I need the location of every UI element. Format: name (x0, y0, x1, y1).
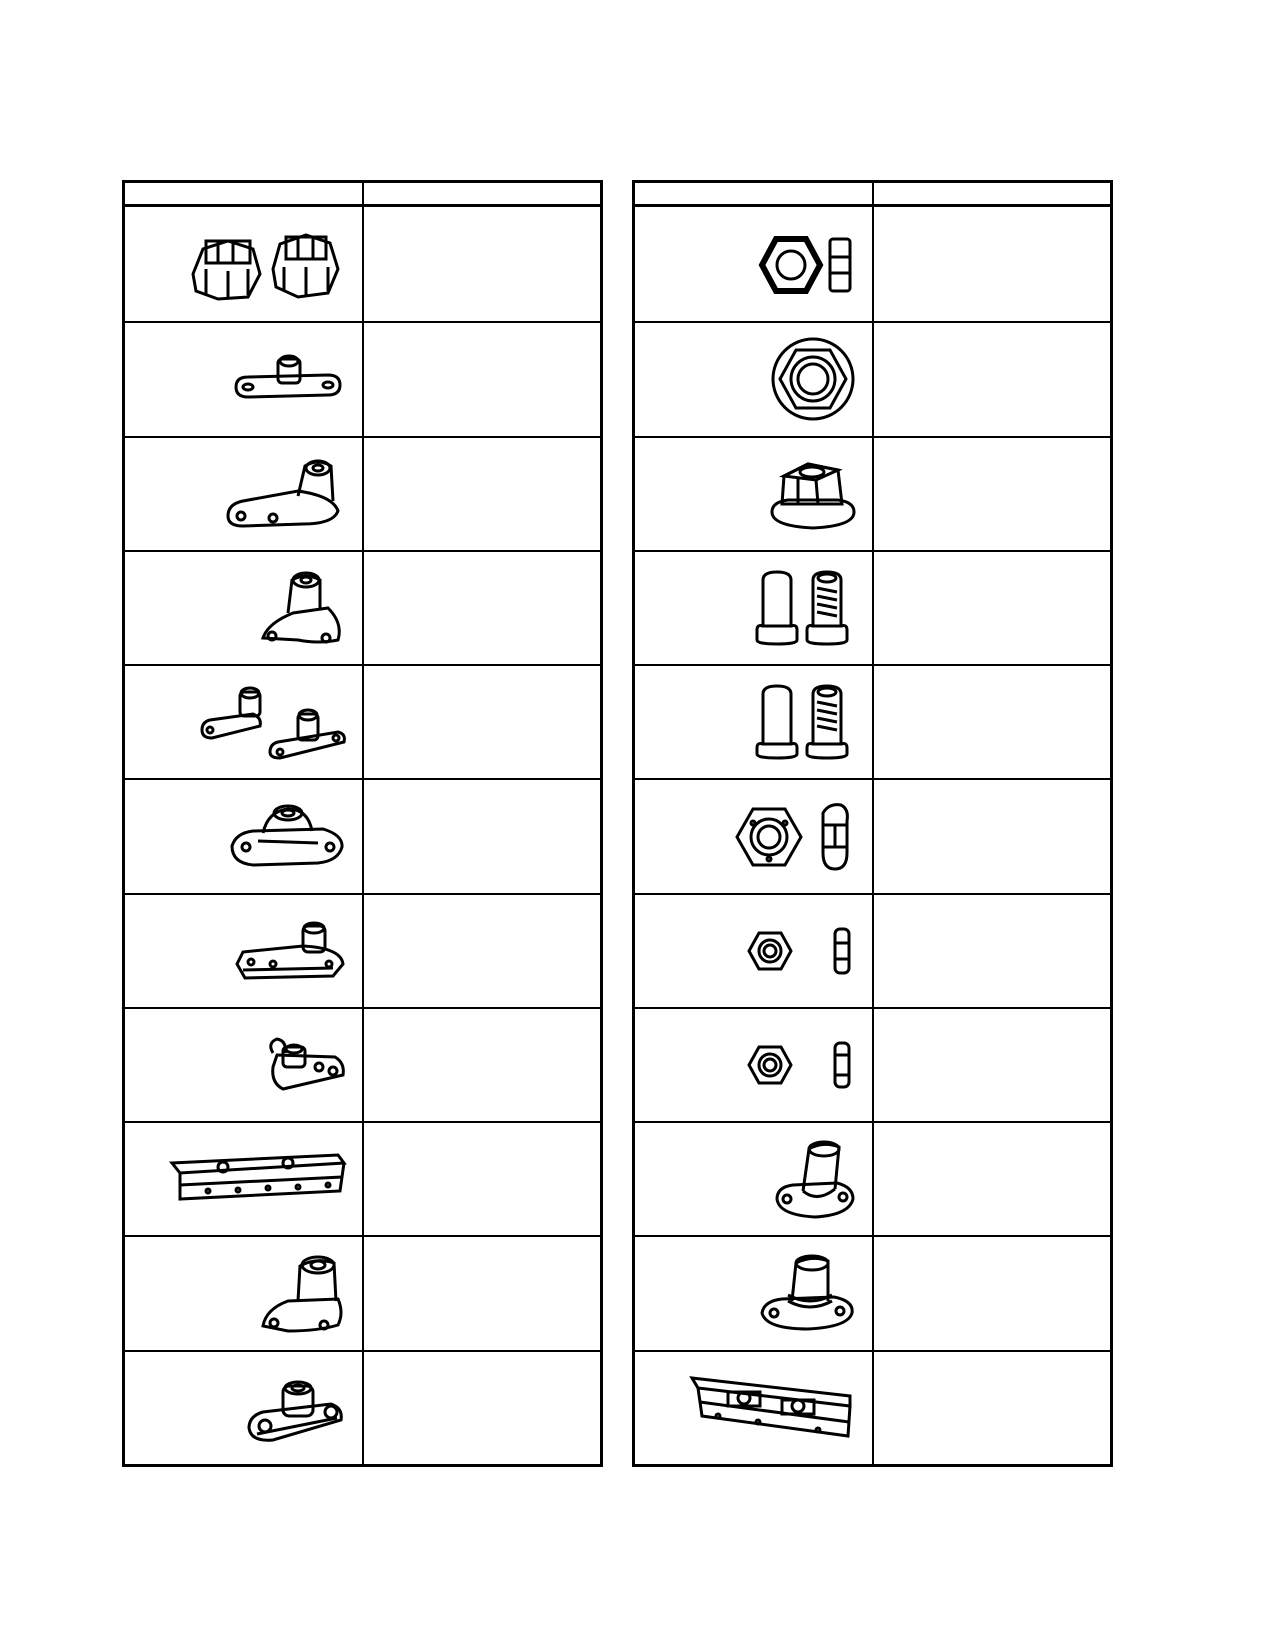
table-row-description (364, 1007, 600, 1121)
table-row-figure (125, 436, 364, 550)
table-row-description (364, 321, 600, 435)
rivnut-pair-alt-icon (753, 682, 858, 762)
header-cell-illustration (125, 183, 364, 207)
thin-hex-nut-icon (743, 921, 858, 981)
table-row-description (874, 778, 1110, 892)
offset-anchor-nut-icon (233, 916, 348, 986)
table-row-figure (635, 1121, 874, 1235)
floating-anchor-nut-icon (228, 801, 348, 871)
table-row-description (364, 1121, 600, 1235)
parts-table-left (122, 180, 603, 1467)
table-row-description (364, 207, 600, 321)
one-lug-anchor-nut-pair-icon (198, 682, 348, 762)
table-row-figure (635, 436, 874, 550)
two-lug-floating-nut-icon (243, 1368, 348, 1448)
table-row-description (364, 893, 600, 1007)
table-row-figure (635, 321, 874, 435)
table-row-figure (635, 207, 874, 321)
table-row-description (364, 550, 600, 664)
clip-nut-icon (263, 1033, 348, 1098)
table-row-description (364, 1350, 600, 1464)
castellated-nut-pair-icon (178, 219, 348, 309)
rivnut-pair-icon (753, 568, 858, 648)
table-row-figure (125, 550, 364, 664)
self-locking-hex-nut-icon (733, 799, 858, 874)
table-row-figure (125, 1350, 364, 1464)
hex-nut-front-side-icon (758, 227, 858, 302)
table-row-description (874, 436, 1110, 550)
table-row-figure (635, 1350, 874, 1464)
jam-nut-icon (743, 1035, 858, 1095)
header-cell-description (874, 183, 1110, 207)
hex-flange-nut-icon (768, 454, 858, 534)
table-row-figure (635, 664, 874, 778)
channel-strip-nut-icon (688, 1370, 858, 1445)
table-row-figure (125, 778, 364, 892)
table-row-figure (635, 893, 874, 1007)
table-row-description (874, 321, 1110, 435)
table-row-figure (125, 1235, 364, 1349)
sealed-dome-anchor-nut-icon (758, 1251, 858, 1336)
table-row-figure (125, 207, 364, 321)
table-row-figure (125, 664, 364, 778)
table-row-figure (125, 893, 364, 1007)
table-row-description (874, 664, 1110, 778)
table-row-figure (635, 1007, 874, 1121)
table-row-description (874, 1350, 1110, 1464)
table-row-figure (635, 1235, 874, 1349)
table-row-figure (125, 321, 364, 435)
table-row-description (874, 893, 1110, 1007)
gang-channel-nut-icon (168, 1149, 348, 1209)
table-row-figure (635, 550, 874, 664)
dome-anchor-nut-icon (773, 1137, 858, 1222)
table-row-description (364, 436, 600, 550)
one-lug-corner-anchor-nut-icon (258, 568, 348, 648)
table-row-figure (635, 778, 874, 892)
angled-anchor-nut-icon (223, 456, 348, 531)
header-cell-description (364, 183, 600, 207)
table-row-description (364, 778, 600, 892)
table-row-description (874, 1235, 1110, 1349)
table-row-figure (125, 1007, 364, 1121)
right-angle-anchor-nut-icon (258, 1251, 348, 1336)
table-row-description (874, 1007, 1110, 1121)
flanged-hex-nut-top-icon (768, 334, 858, 424)
table-row-description (364, 1235, 600, 1349)
table-row-description (874, 1121, 1110, 1235)
table-row-description (874, 207, 1110, 321)
table-row-description (364, 664, 600, 778)
two-lug-anchor-nut-icon (228, 349, 348, 409)
table-row-description (874, 550, 1110, 664)
parts-table-right (632, 180, 1113, 1467)
table-row-figure (125, 1121, 364, 1235)
header-cell-illustration (635, 183, 874, 207)
